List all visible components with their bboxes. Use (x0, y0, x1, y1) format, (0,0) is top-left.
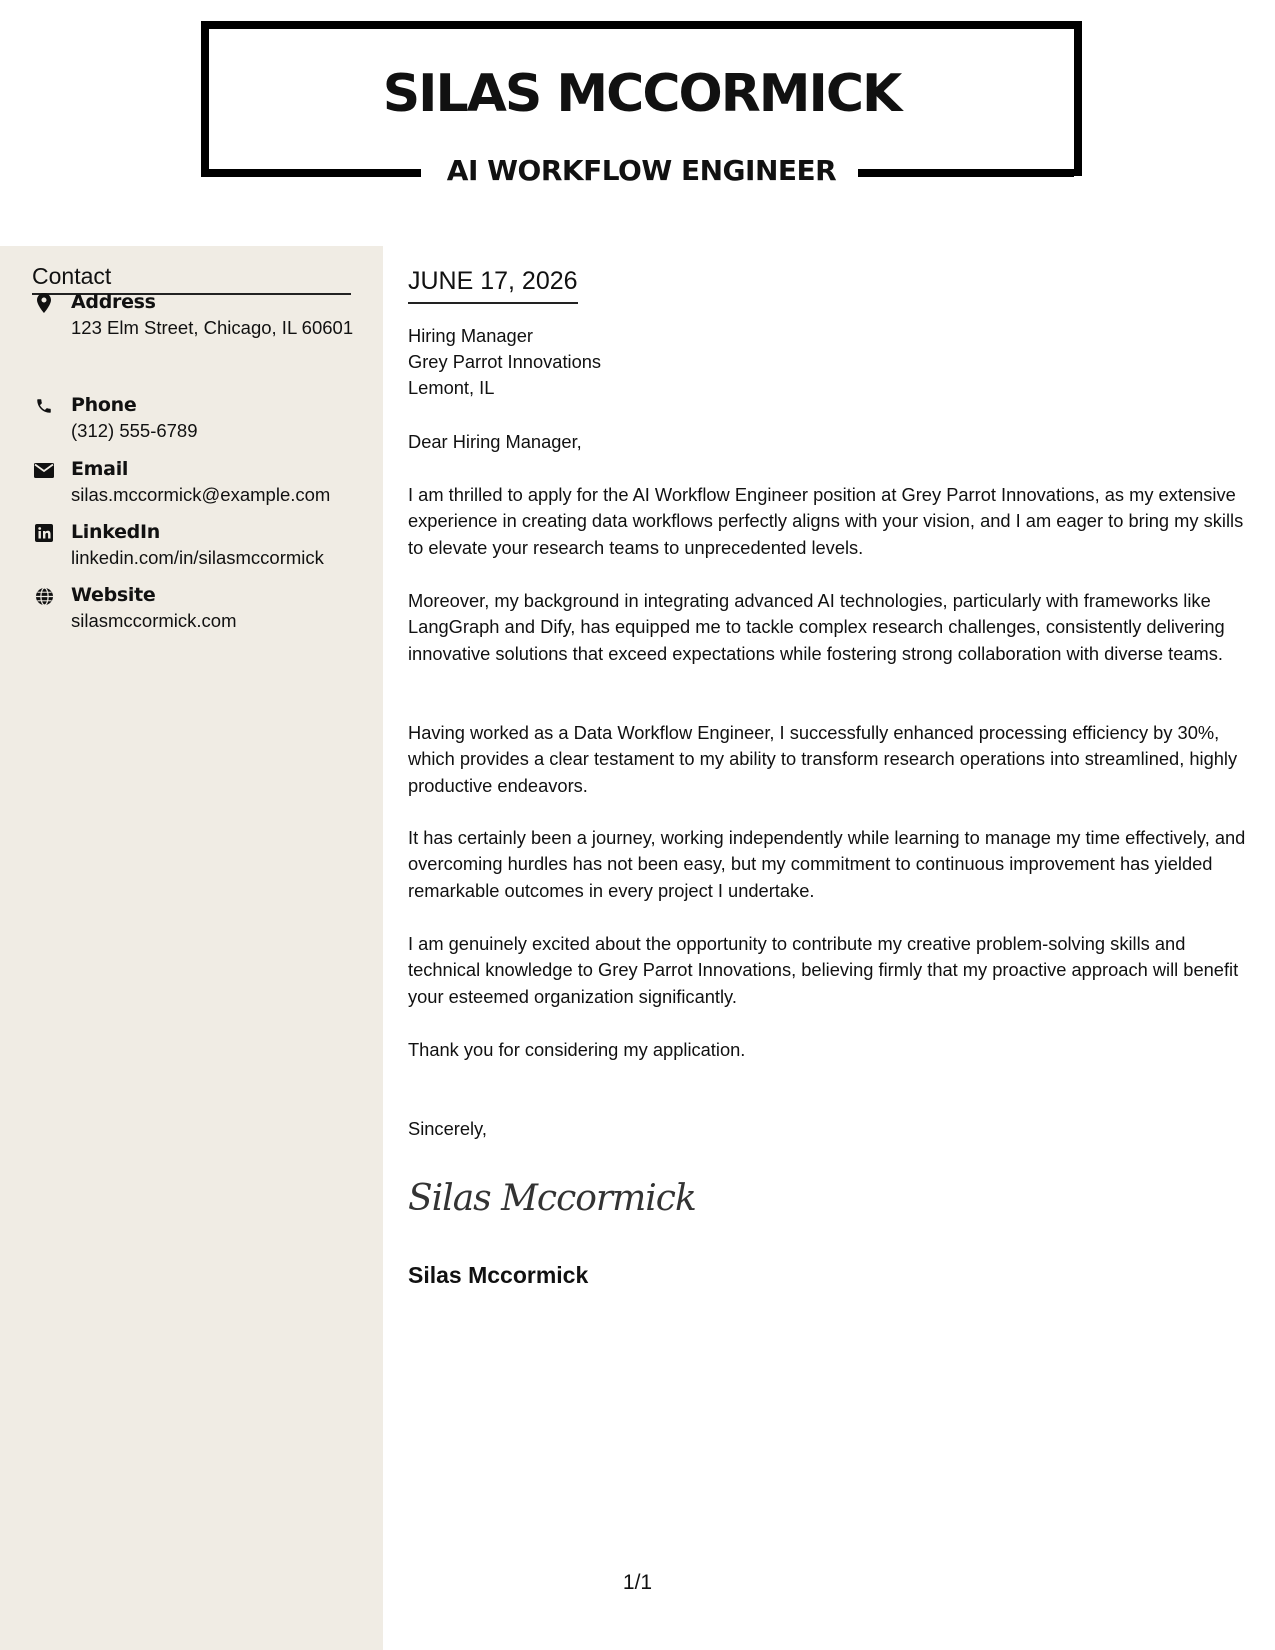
closing: Sincerely, (408, 1118, 487, 1139)
job-title: AI WORKFLOW ENGINEER (446, 154, 837, 187)
contact-value: silas.mccormick@example.com (71, 484, 331, 505)
salutation: Dear Hiring Manager, (408, 431, 582, 452)
recipient-line: Grey Parrot Innovations (408, 351, 602, 372)
contact-value: silasmccormick.com (71, 610, 237, 631)
contact-heading: Contact (32, 262, 351, 295)
contact-value: 123 Elm Street, Chicago, IL 60601 (71, 317, 354, 338)
letter-paragraph: Thank you for considering my application. (408, 1039, 746, 1060)
signature: Silas Mccormick (408, 1178, 696, 1219)
signer-name: Silas Mccormick (408, 1262, 589, 1288)
contact-label: Phone (71, 394, 137, 416)
letter-paragraph: It has certainly been a journey, working independently while learning to manage my time effectively, and overcoming hurdles has not been easy, but my commitment to continuous improvement has yielded remarkable outcomes in every project I undertake. (408, 827, 1246, 901)
map-pin-icon (34, 293, 54, 313)
letter-date: JUNE 17, 2026 (408, 266, 578, 304)
letter-paragraph: I am genuinely excited about the opportunity to contribute my creative problem-solving skills and technical knowledge to Grey Parrot Innovations, believing firmly that my proactive approach will benefit your esteemed organization significantly. (408, 933, 1239, 1007)
recipient-line: Lemont, IL (408, 377, 495, 398)
letter-paragraph: I am thrilled to apply for the AI Workflow Engineer position at Grey Parrot Innovations, as my extensive experience in creating data workflows perfectly aligns with your vision, and I am eager to bring my skills to elevate your research teams to unprecedented levels. (408, 484, 1244, 558)
contact-label: Website (71, 584, 156, 606)
candidate-name: SILAS MCCORMICK (382, 64, 901, 124)
linkedin-icon (34, 523, 54, 543)
phone-icon (34, 396, 54, 416)
globe-icon (34, 586, 54, 606)
letter-paragraph: Having worked as a Data Workflow Engineer, I successfully enhanced processing efficiency by 30%, which provides a clear testament to my ability to transform research operations into streamlined, highly productive endeavors. (408, 722, 1238, 796)
contact-label: LinkedIn (71, 521, 160, 543)
contact-sidebar (0, 246, 383, 1650)
contact-label: Address (71, 291, 156, 313)
envelope-icon (34, 460, 54, 480)
page-number: 1/1 (622, 1571, 653, 1594)
contact-value: linkedin.com/in/silasmccormick (71, 547, 324, 568)
contact-value: (312) 555-6789 (71, 420, 198, 441)
recipient-line: Hiring Manager (408, 325, 533, 346)
letter-paragraph: Moreover, my background in integrating advanced AI technologies, particularly with frameworks like LangGraph and Dify, has equipped me to tackle complex research challenges, consistently delivering innovative solutions that exceed expectations while fostering strong collaboration with diverse teams. (408, 590, 1225, 664)
contact-label: Email (71, 458, 129, 480)
